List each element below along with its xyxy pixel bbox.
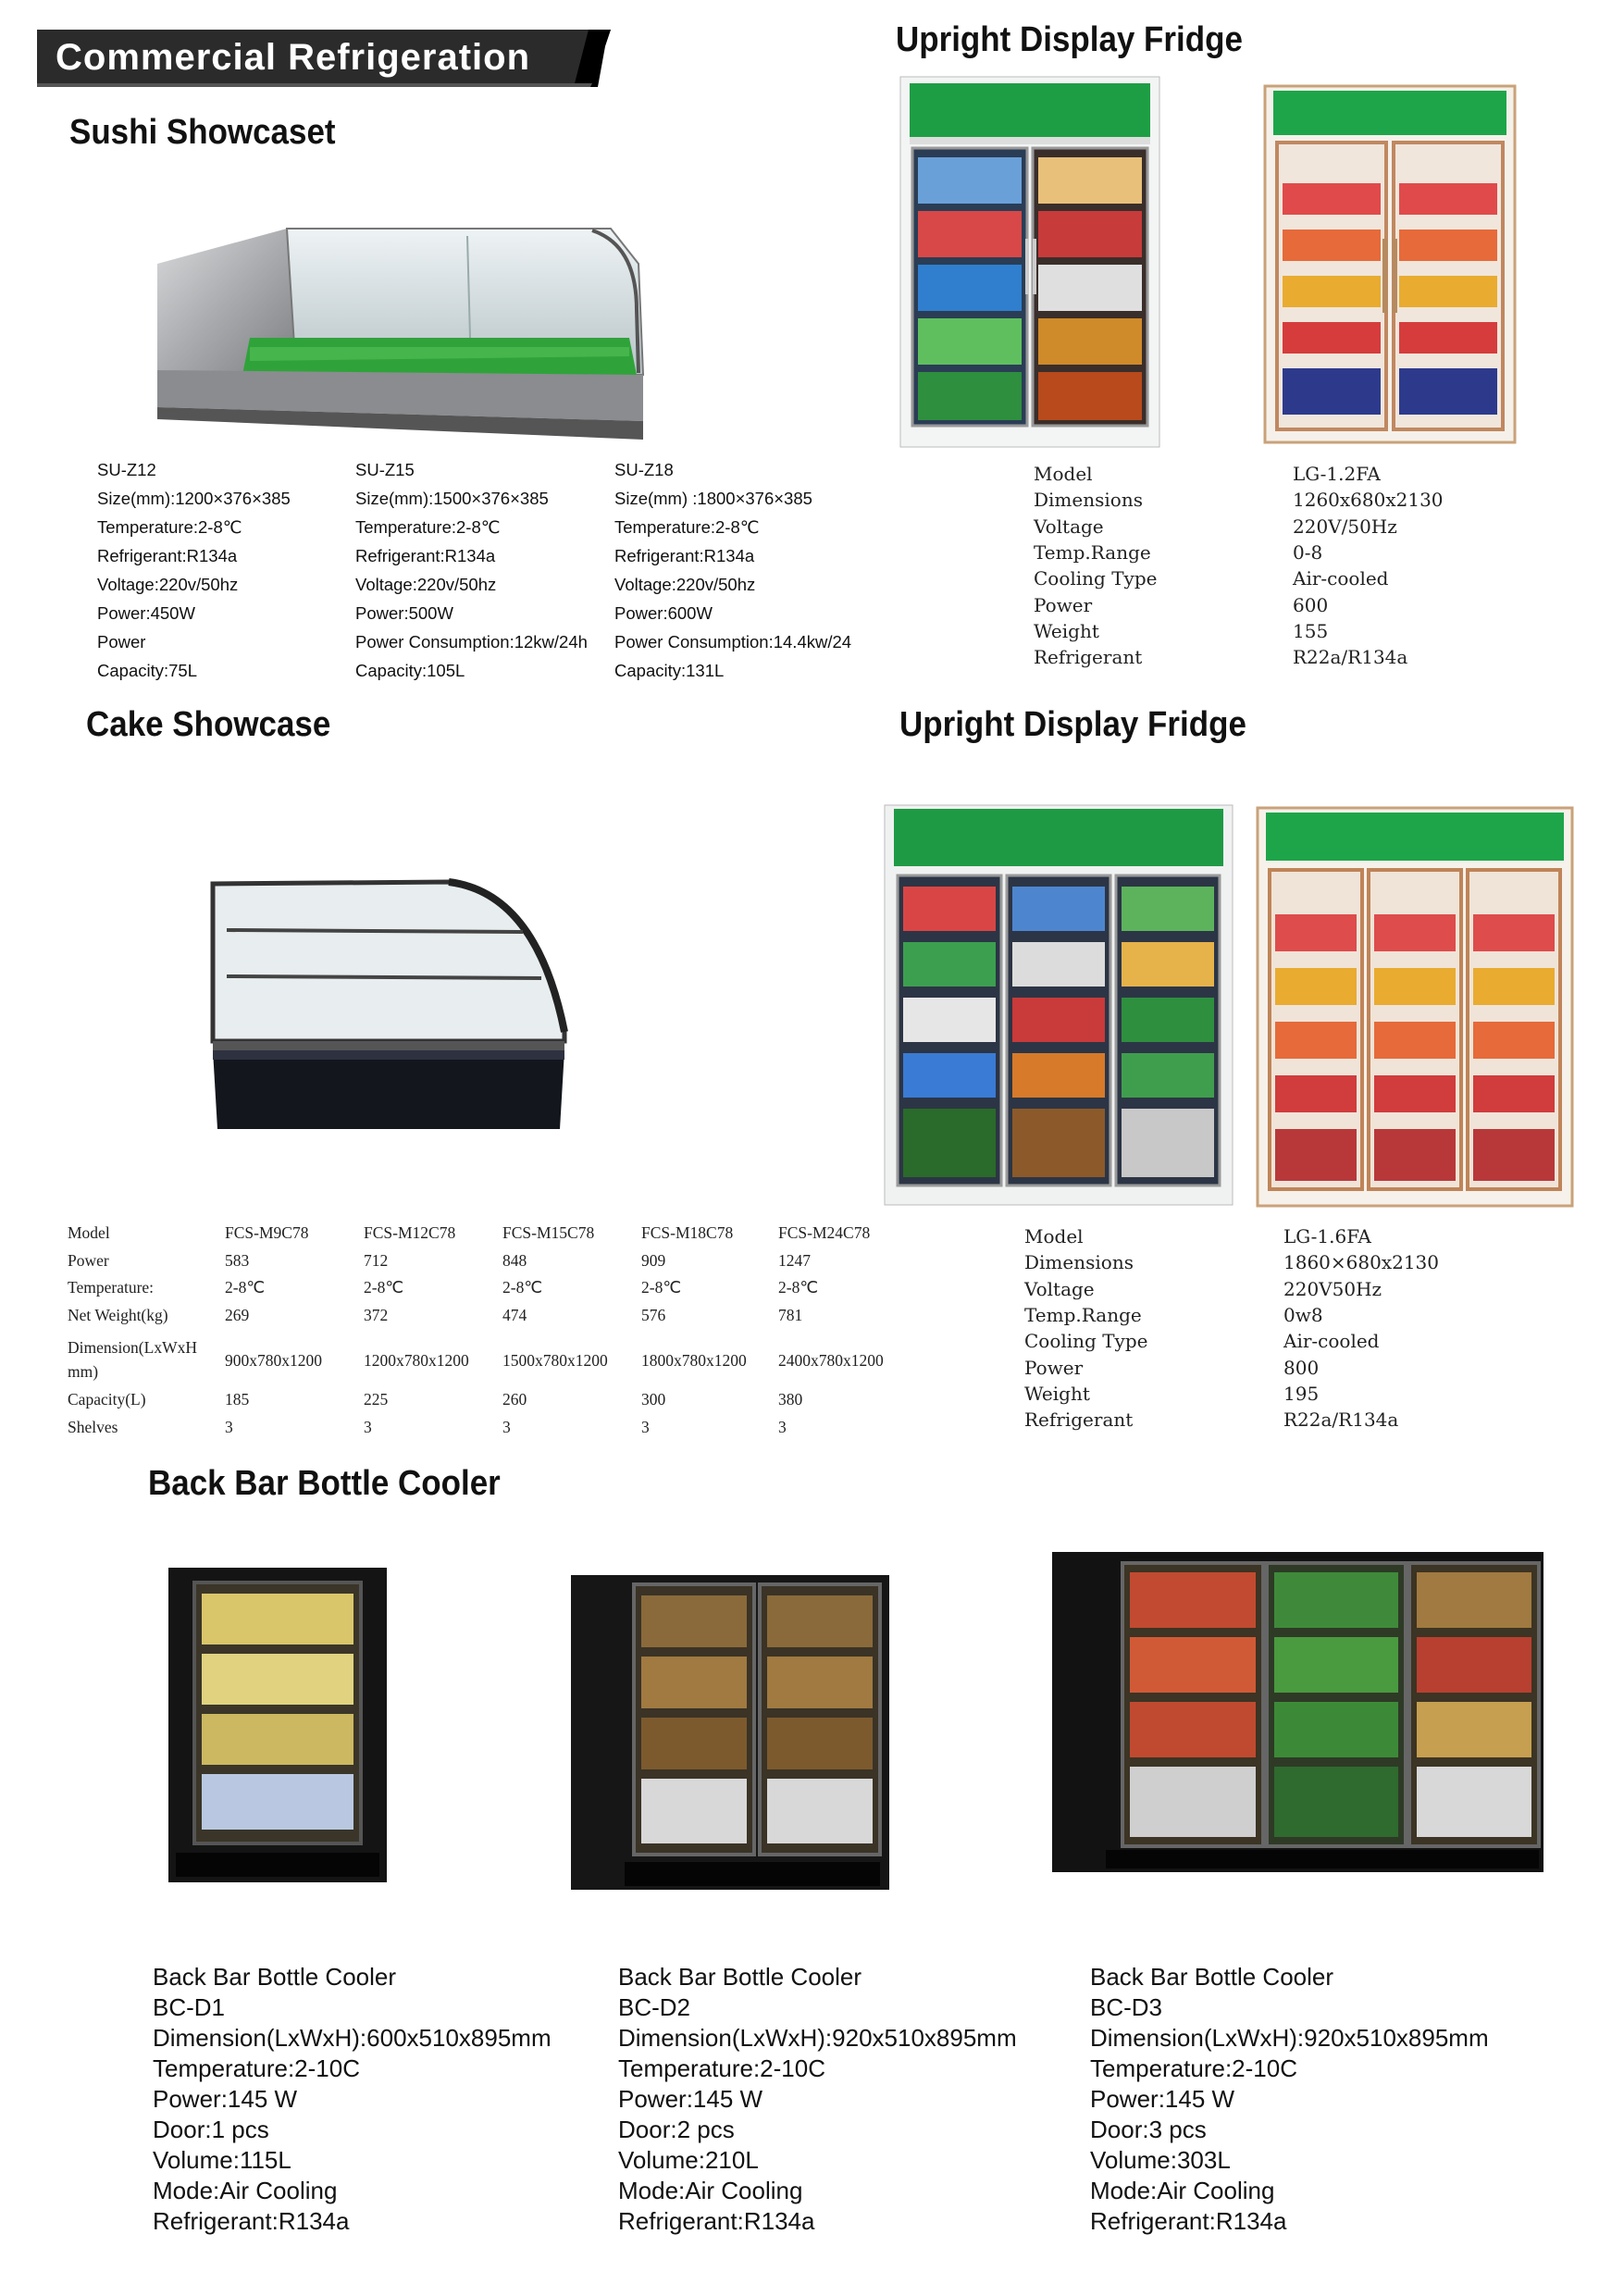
upright-fridge-3door-image [877, 798, 1240, 1212]
backbar-model-bc-d1: Back Bar Bottle Cooler BC-D1 Dimension(LxWxH):600x510x895mm Temperature:2-10C Power:145 W Door:1 pcs Volume:115L Mode:Air Cooling Refrigerant:R134a [153, 1963, 552, 2235]
upright-fridge-2-spec-table: Model LG-1.6FA Dimensions 1860×680x2130 Voltage 220V50Hz Temp.Range 0w8 Cooling Type Air-cooled Power 800 Weight 195 Refrigerant R22a/R134a [1024, 1225, 1440, 1432]
backbar-model-bc-d3: Back Bar Bottle Cooler BC-D3 Dimension(LxWxH):920x510x895mm Temperature:2-10C Power:145 W Door:3 pcs Volume:303L Mode:Air Cooling Refrigerant:R134a [1090, 1963, 1489, 2235]
upright-fridge-2-title: Upright Display Fridge [899, 705, 1246, 744]
upright-fridge-3door-gold-image [1253, 803, 1577, 1210]
backbar-section-title: Back Bar Bottle Cooler [148, 1464, 501, 1503]
header-banner [37, 30, 611, 87]
backbar-cooler-1door-image [167, 1566, 389, 1885]
upright-fridge-2door-gold-image [1260, 81, 1519, 447]
sushi-section-title: Sushi Showcaset [69, 113, 336, 152]
upright-fridge-1-title: Upright Display Fridge [896, 20, 1243, 59]
cake-showcase-image [208, 875, 574, 1134]
upright-fridge-2door-image [896, 72, 1164, 452]
backbar-model-bc-d2: Back Bar Bottle Cooler BC-D2 Dimension(LxWxH):920x510x895mm Temperature:2-10C Power:145 W Door:2 pcs Volume:210L Mode:Air Cooling Refrigerant:R134a [618, 1963, 1017, 2235]
sushi-model-su-z18: SU-Z18 Size(mm) :1800×376×385 Temperature:2-8℃ Refrigerant:R134a Voltage:220v/50hz Power:600W Power Consumption:14.4kw/24 Capacity:131L [614, 460, 852, 680]
backbar-cooler-2door-image [569, 1573, 891, 1893]
page-title: Commercial Refrigeration [56, 37, 531, 78]
cake-section-title: Cake Showcase [86, 705, 331, 744]
sushi-showcase-image [148, 208, 648, 449]
sushi-model-su-z15: SU-Z15 Size(mm):1500×376×385 Temperature:2-8℃ Refrigerant:R134a Voltage:220v/50hz Power:500W Power Consumption:12kw/24h Capacity:105L [355, 460, 588, 680]
sushi-model-su-z12: SU-Z12 Size(mm):1200×376×385 Temperature:2-8℃ Refrigerant:R134a Voltage:220v/50hz Power:450W Power Capacity:75L [97, 460, 291, 680]
upright-fridge-1-spec-table: Model LG-1.2FA Dimensions 1260x680x2130 Voltage 220V/50Hz Temp.Range 0-8 Cooling Type Air-cooled Power 600 Weight 155 Refrigerant R22a/R134a [1034, 463, 1444, 669]
cake-spec-table: Model FCS-M9C78 FCS-M12C78 FCS-M15C78 FCS-M18C78 FCS-M24C78 Power 583 712 848 909 1247 Temperature: 2-8℃ 2-8℃ 2-8℃ 2-8℃ 2-8℃ Net Weight(kg) 269 372 474 576 781 Dimension(LxWxH mm) 900x780x1200 1200x780x1200 1500x780x1200 1800x780x1200 2400x780x1200 Capacity(L) 185 225 260 300 380 Shelves 3 3 3 3 3 [68, 1223, 884, 1436]
backbar-cooler-3door-image [1050, 1550, 1545, 1874]
